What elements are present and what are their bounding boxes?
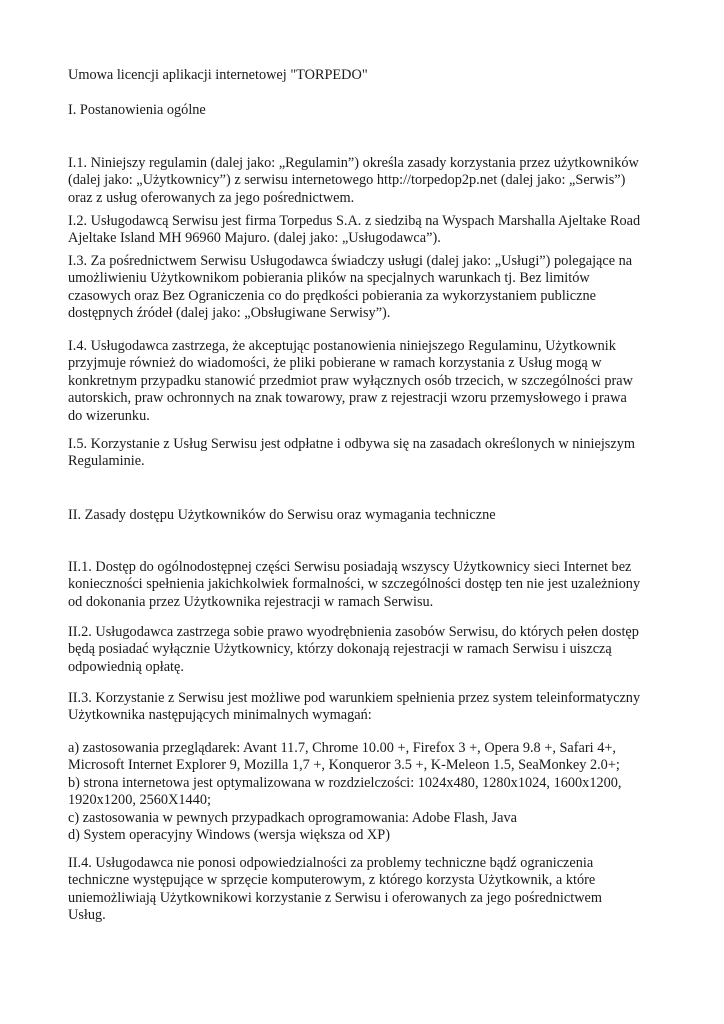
paragraph-1-1: I.1. Niniejszy regulamin (dalej jako: „Regulamin”) określa zasady korzystania przez użytkowników (dalej jako: „Użytkownicy”) z serwisu internetowego http://torpedop2p.net (dalej jako: „Serwis”) oraz z usług oferowanych za jego pośrednictwem. (68, 155, 639, 206)
paragraph-2-1: II.1. Dostęp do ogólnodostępnej części Serwisu posiadają wszyscy Użytkownicy sieci Internet bez konieczności spełnienia jakichkolwiek formalności, w szczególności dostęp ten nie jest uzależniony od dokonania przez Użytkownika rejestracji w ramach Serwisu. (68, 559, 641, 610)
section-heading-general: I. Postanowienia ogólne (68, 102, 206, 118)
requirements-list: a) zastosowania przeglądarek: Avant 11.7, Chrome 10.00 +, Firefox 3 +, Opera 9.8 +, Safari 4+, Microsoft Internet Explorer 9, Mozilla 1,7 +, Konqueror 3.5 +, K-Meleon 1.5, SeaMonkey 2.0+; b) strona internetowa jest optymalizowana w rozdzielczości: 1024x480, 1280x1024, 1600x1200, 1920x1200, 2560X1440; c) zastosowania w pewnych przypadkach oprogramowania: Adobe Flash, Java d) System operacyjny Windows (wersja większa od XP) (68, 740, 622, 844)
paragraph-1-2: I.2. Usługodawcą Serwisu jest firma Torpedus S.A. z siedzibą na Wyspach Marshalla Ajeltake Road Ajeltake Island MH 96960 Majuro. (dalej jako: „Usługodawca”). (68, 213, 641, 247)
paragraph-1-4: I.4. Usługodawca zastrzega, że akceptując postanowienia niniejszego Regulaminu, Użytkownik przyjmuje również do wiadomości, że pliki pobierane w ramach korzystania z Usług mogą w konkretnym przypadku stanowić przedmiot praw wyłącznych osób trzecich, w szczególności praw autorskich, praw ochronnych na znak towarowy, praw z rejestracji wzoru przemysłowego i prawa do wizerunku. (68, 338, 633, 424)
paragraph-2-4: II.4. Usługodawca nie ponosi odpowiedzialności za problemy techniczne bądź ograniczenia techniczne występujące w sprzęcie komputerowym, z którego korzysta Użytkownik, a które uniemożliwiają Użytkownikowi korzystanie z Serwisu i oferowanych za jego pośrednictwem Usług. (68, 855, 602, 924)
paragraph-1-3: I.3. Za pośrednictwem Serwisu Usługodawca świadczy usługi (dalej jako: „Usługi”) polegające na umożliwieniu Użytkownikom pobierania plików na specjalnych warunkach tj. Bez limitów czasowych oraz Bez Ograniczenia co do prędkości pobierania za wykorzystaniem publiczne dostępnych źródeł (dalej jako: „Obsługiwane Serwisy”). (68, 253, 633, 322)
document-title: Umowa licencji aplikacji internetowej "TORPEDO" (68, 67, 368, 83)
paragraph-2-2: II.2. Usługodawca zastrzega sobie prawo wyodrębnienia zasobów Serwisu, do których pełen dostęp będą posiadać wyłącznie Użytkownicy, którzy dokonają rejestracji w ramach Serwisu i uiszczą odpowiednią opłatę. (68, 624, 639, 675)
paragraph-1-5: I.5. Korzystanie z Usług Serwisu jest odpłatne i odbywa się na zasadach określonych w niniejszym Regulaminie. (68, 436, 635, 470)
section-heading-access: II. Zasady dostępu Użytkowników do Serwisu oraz wymagania techniczne (68, 507, 496, 523)
paragraph-2-3: II.3. Korzystanie z Serwisu jest możliwe pod warunkiem spełnienia przez system teleinformatyczny Użytkownika następujących minimalnych wymagań: (68, 690, 641, 724)
